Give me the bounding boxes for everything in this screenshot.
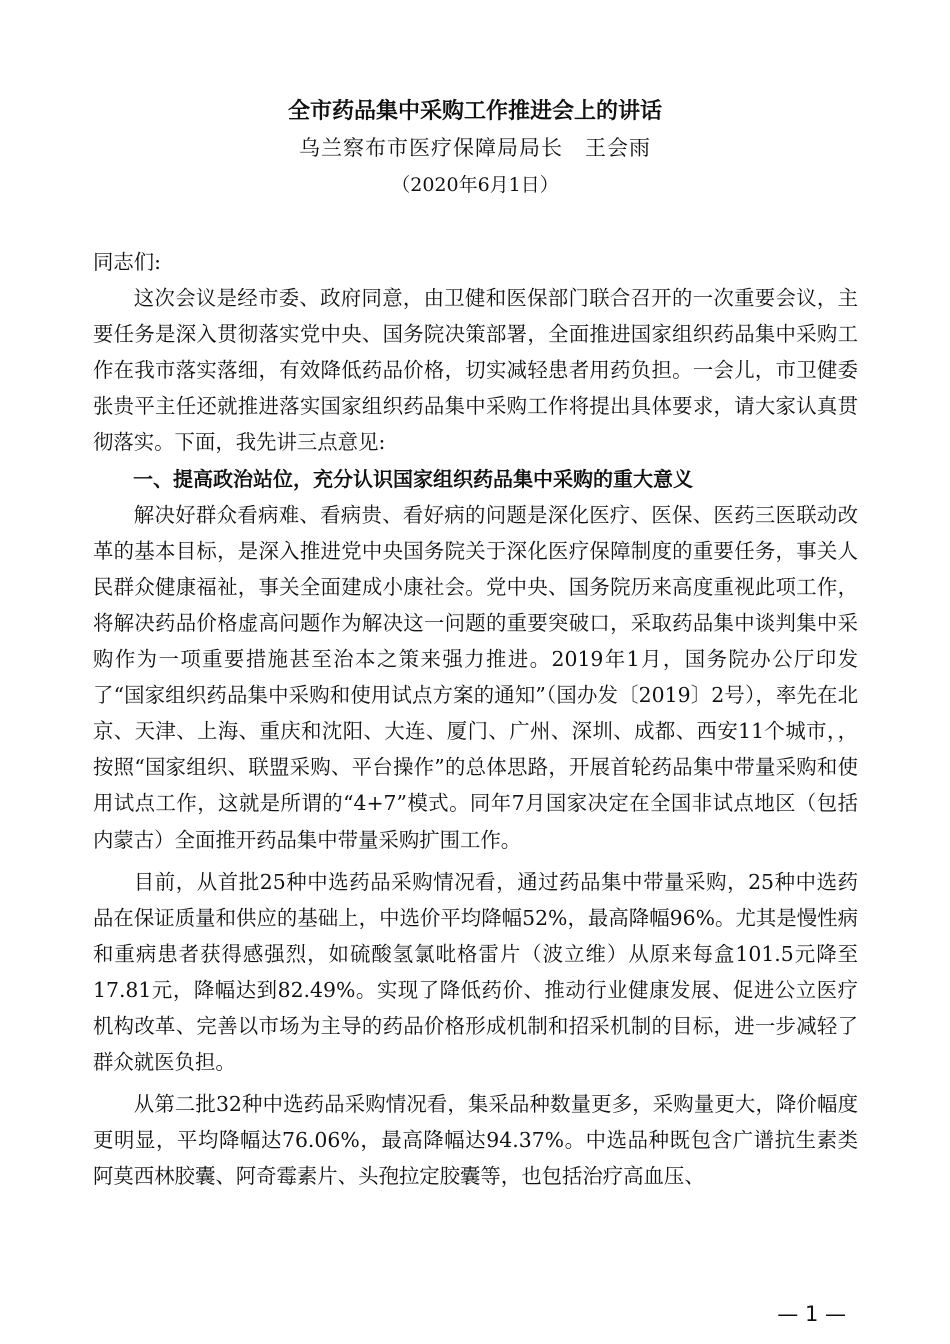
intro-paragraph: 这次会议是经市委、政府同意，由卫健和医保部门联合召开的一次重要会议，主要任务是深入贯彻落实党中央、国务院决策部署，全面推进国家组织药品集中采购工作在我市落实落细，有效降低药品价格，切实减轻患者用药负担。一会儿，市卫健委张贵平主任还就推进落实国家组织药品集中采购工作将提出具体要求，请大家认真贯彻落实。下面，我先讲三点意见:: [93, 286, 858, 455]
document-title: 全市药品集中采购工作推进会上的讲话: [287, 99, 662, 124]
author-org: 乌兰察布市医疗保障局局长: [299, 136, 563, 160]
document-date: （2020年6月1日）: [391, 174, 559, 196]
page-number: — 1 —: [777, 1302, 846, 1326]
body-paragraph-1: 解决好群众看病难、看病贵、看好病的问题是深化医疗、医保、医药三医联动改革的基本目标，是深入推进党中央国务院关于深化医疗保障制度的重要任务，事关人民群众健康福祉，事关全面建成小康社会。党中央、国务院历来高度重视此项工作，将解决药品价格虚高问题作为解决这一问题的重要突破口，采取药品集中谈判集中采购作为一项重要措施甚至治本之策来强力推进。2019年1月，国务院办公厅印发了“国家组织药品集中采购和使用试点方案的通知”（国办发〔2019〕2号），率先在北京、天津、上海、重庆和沈阳、大连、厦门、广州、深圳、成都、西安11个城市，，按照“国家组织、联盟采购、平台操作”的总体思路，开展首轮药品集中带量采购和使用试点工作，这就是所谓的“4+7”模式。同年7月国家决定在全国非试点地区（包括内蒙古）全面推开药品集中带量采购扩围工作。: [93, 502, 858, 852]
document-body: [93, 244, 858, 1194]
author-name: 王会雨: [585, 136, 651, 160]
section-heading-1: 一、提高政治站位，充分认识国家组织药品集中采购的重大意义: [133, 466, 693, 491]
salutation: 同志们:: [93, 250, 162, 274]
body-paragraph-3: 从第二批32种中选药品采购情况看，集采品种数量更多，采购量更大，降价幅度更明显，平均降幅达76.06%，最高降幅达94.37%。中选品种既包含广谱抗生素类阿莫西林胶囊、阿奇霉素片、头孢拉定胶囊等，也包括治疗高血压、: [93, 1092, 858, 1189]
body-paragraph-2: 目前，从首批25种中选药品采购情况看，通过药品集中带量采购，25种中选药品在保证质量和供应的基础上，中选价平均降幅52%，最高降幅96%。尤其是慢性病和重病患者获得感强烈，如硫酸氢氯吡格雷片（波立维）从原来每盒101.5元降至17.81元，降幅达到82.49%。实现了降低药价、推动行业健康发展、促进公立医疗机构改革、完善以市场为主导的药品价格形成机制和招采机制的目标，进一步减轻了群众就医负担。: [93, 869, 858, 1075]
document-author: [0, 133, 950, 163]
